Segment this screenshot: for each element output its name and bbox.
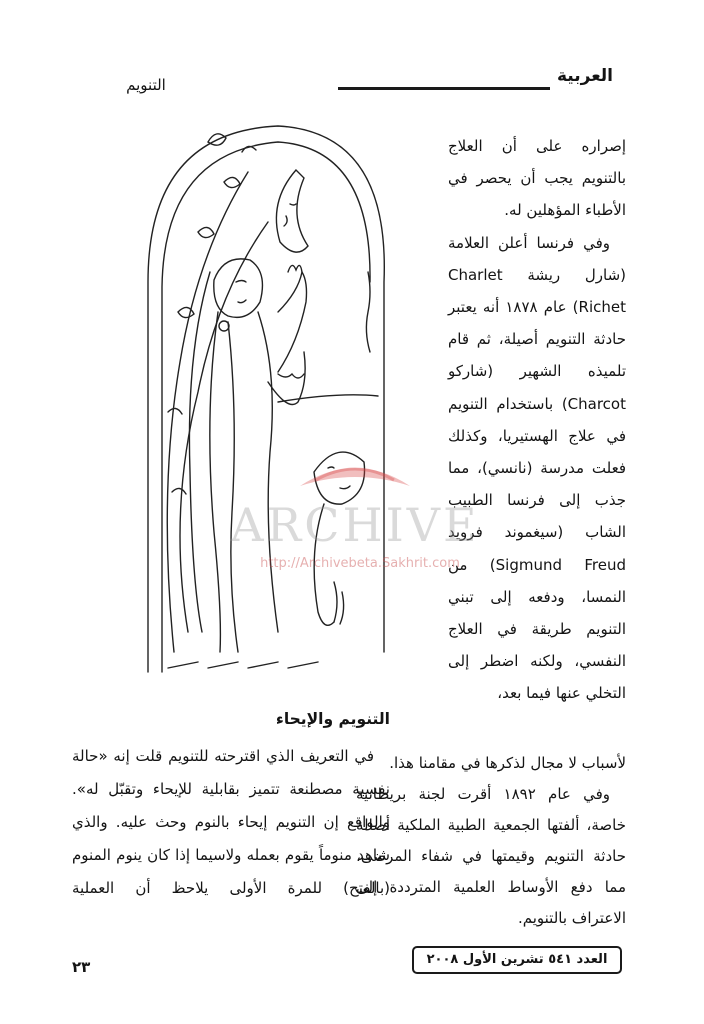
watermark-url: http://Archivebeta.Sakhrit.com <box>260 556 460 571</box>
watermark-logo-icon <box>290 446 420 494</box>
section-title: التنويم <box>126 76 166 94</box>
watermark-text: ARCHIVE <box>230 498 480 552</box>
illustration-woman-arch <box>128 112 390 692</box>
paragraph: في التعريف الذي اقترحته للتنويم قلت إنه «حالة نفسية مصطنعة تتميز بقابلية للإيحاء وتقبّل له». والواقع إن التنويم إيحاء بالنوم وحث عليه. والذي شاهد منوماً يقوم بعمله ولاسيما إذا كان ينوم المنوم (بالفتح) للمرة الأولى يلاحظ أن العملية <box>72 747 390 897</box>
magazine-logo: العربية <box>556 66 613 86</box>
left-text-column <box>72 740 390 905</box>
right-text-column <box>448 130 626 710</box>
paragraph: لأسباب لا مجال لذكرها في مقامنا هذا. <box>389 754 626 772</box>
issue-label: العدد ٥٤١ تشرين الأول ٢٠٠٨ <box>412 946 622 974</box>
header-rule <box>338 87 550 90</box>
paragraph: وفي فرنسا أعلن العلامة (شارل ريشة Charlet Richet) عام ١٨٧٨ أنه يعتبر حادثة التنويم أصيلة، ثم قام تلميذه الشهير (شاركو Charcot) باستخدام التنويم في علاج الهستيريا، وكذلك فعلت مدرسة (نانسي)، مما جذب إلى فرنسا الطبيب الشاب (سيغموند فرويد Sigmund Freud) من النمسا، ودفعه إلى تبني التنويم طريقة في العلاج النفسي، ولكنه اضطر إلى التخلي عنها فيما بعد، <box>448 233 626 703</box>
page-number: ٢٣ <box>72 958 91 976</box>
paragraph: إصراره على أن العلاج بالتنويم يجب أن يحصر في الأطباء المؤهلين له. <box>448 137 626 220</box>
subsection-heading: التنويم والإيحاء <box>275 710 390 728</box>
paragraph: وفي عام ١٨٩٢ أقرت لجنة بريطانية خاصة، ألفتها الجمعية الطبية الملكية أصالة حادثة التنويم وقيمتها في شفاء المرضى، مما دفع الأوساط العلمية المترددة إلى الاعتراف بالتنويم. <box>356 785 626 927</box>
wide-text-block <box>356 748 626 934</box>
